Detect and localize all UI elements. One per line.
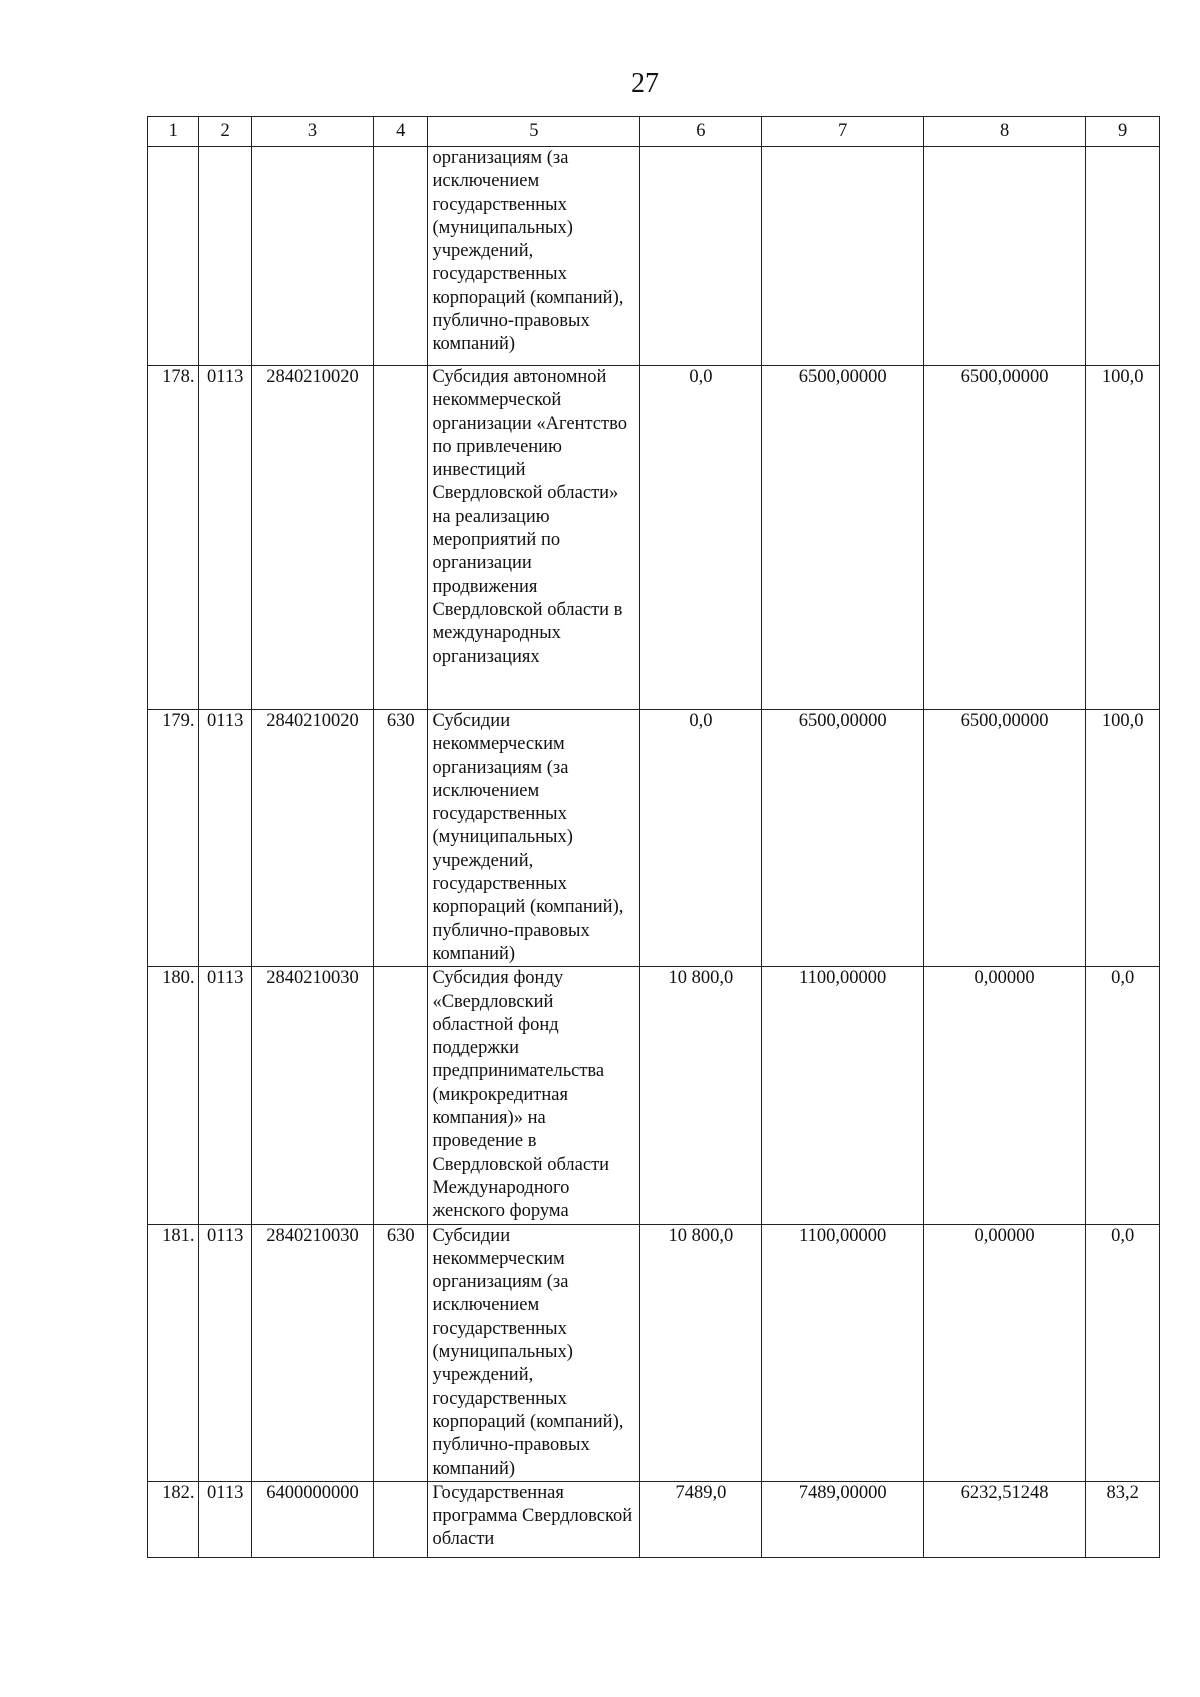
budget-table [147, 116, 1160, 1558]
value-cell-col9: 100,0 [1086, 710, 1160, 967]
expense-type-cell [373, 967, 427, 1224]
value-cell-col6: 10 800,0 [640, 967, 762, 1224]
row-number-cell: 182. [148, 1481, 199, 1557]
value-cell-col9: 0,0 [1086, 1224, 1160, 1481]
section-code-cell: 0113 [199, 1481, 251, 1557]
value-cell-col8: 6232,51248 [923, 1481, 1085, 1557]
target-article-cell [251, 147, 373, 366]
column-header: 2 [199, 117, 251, 147]
column-header: 9 [1086, 117, 1160, 147]
value-cell-col7: 1100,00000 [762, 1224, 923, 1481]
value-cell-col7: 1100,00000 [762, 967, 923, 1224]
column-header: 3 [251, 117, 373, 147]
value-cell-col6: 0,0 [640, 366, 762, 710]
row-number-cell [148, 147, 199, 366]
value-cell-col7: 6500,00000 [762, 710, 923, 967]
table-header-row [148, 117, 1160, 147]
column-header: 8 [923, 117, 1085, 147]
row-number-cell: 179. [148, 710, 199, 967]
expense-type-cell: 630 [373, 710, 427, 967]
target-article-cell: 2840210020 [251, 710, 373, 967]
row-number-cell: 181. [148, 1224, 199, 1481]
target-article-cell: 2840210020 [251, 366, 373, 710]
section-code-cell [199, 147, 251, 366]
value-cell-col6 [640, 147, 762, 366]
value-cell-col9: 83,2 [1086, 1481, 1160, 1557]
name-cell: Субсидии некоммерческим организациям (за исключением государственных (муниципальных) учреждений, государственных корпораций (компаний), публично-правовых компаний) [428, 710, 640, 967]
page-number: 27 [631, 68, 659, 99]
table-row [148, 147, 1160, 366]
value-cell-col9: 100,0 [1086, 366, 1160, 710]
section-code-cell: 0113 [199, 710, 251, 967]
value-cell-col8: 0,00000 [923, 1224, 1085, 1481]
expense-type-cell [373, 1481, 427, 1557]
expense-type-cell: 630 [373, 1224, 427, 1481]
target-article-cell: 6400000000 [251, 1481, 373, 1557]
expense-type-cell [373, 366, 427, 710]
table-row [148, 366, 1160, 710]
table-row [148, 967, 1160, 1224]
section-code-cell: 0113 [199, 366, 251, 710]
value-cell-col7: 7489,00000 [762, 1481, 923, 1557]
name-cell: Субсидия фонду «Свердловский областной фонд поддержки предпринимательства (микрокредитная компания)» на проведение в Свердловской области Международного женского форума [428, 967, 640, 1224]
row-number-cell: 180. [148, 967, 199, 1224]
column-header: 5 [428, 117, 640, 147]
name-cell: Субсидии некоммерческим организациям (за исключением государственных (муниципальных) учреждений, государственных корпораций (компаний), публично-правовых компаний) [428, 1224, 640, 1481]
name-cell: Государственная программа Свердловской области [428, 1481, 640, 1557]
row-number-cell: 178. [148, 366, 199, 710]
value-cell-col7 [762, 147, 923, 366]
column-header: 1 [148, 117, 199, 147]
value-cell-col8: 6500,00000 [923, 366, 1085, 710]
target-article-cell: 2840210030 [251, 1224, 373, 1481]
value-cell-col9: 0,0 [1086, 967, 1160, 1224]
section-code-cell: 0113 [199, 967, 251, 1224]
name-cell: организациям (за исключением государственных (муниципальных) учреждений, государственных корпораций (компаний), публично-правовых компаний) [428, 147, 640, 366]
value-cell-col7: 6500,00000 [762, 366, 923, 710]
value-cell-col9 [1086, 147, 1160, 366]
table-row [148, 710, 1160, 967]
column-header: 4 [373, 117, 427, 147]
name-cell: Субсидия автономной некоммерческой организации «Агентство по привлечению инвестиций Свердловской области» на реализацию мероприятий по организации продвижения Свердловской области в международных организациях [428, 366, 640, 710]
value-cell-col6: 7489,0 [640, 1481, 762, 1557]
section-code-cell: 0113 [199, 1224, 251, 1481]
column-header: 6 [640, 117, 762, 147]
table-row [148, 1481, 1160, 1557]
target-article-cell: 2840210030 [251, 967, 373, 1224]
value-cell-col6: 0,0 [640, 710, 762, 967]
value-cell-col8 [923, 147, 1085, 366]
value-cell-col6: 10 800,0 [640, 1224, 762, 1481]
value-cell-col8: 6500,00000 [923, 710, 1085, 967]
expense-type-cell [373, 147, 427, 366]
value-cell-col8: 0,00000 [923, 967, 1085, 1224]
column-header: 7 [762, 117, 923, 147]
table-row [148, 1224, 1160, 1481]
